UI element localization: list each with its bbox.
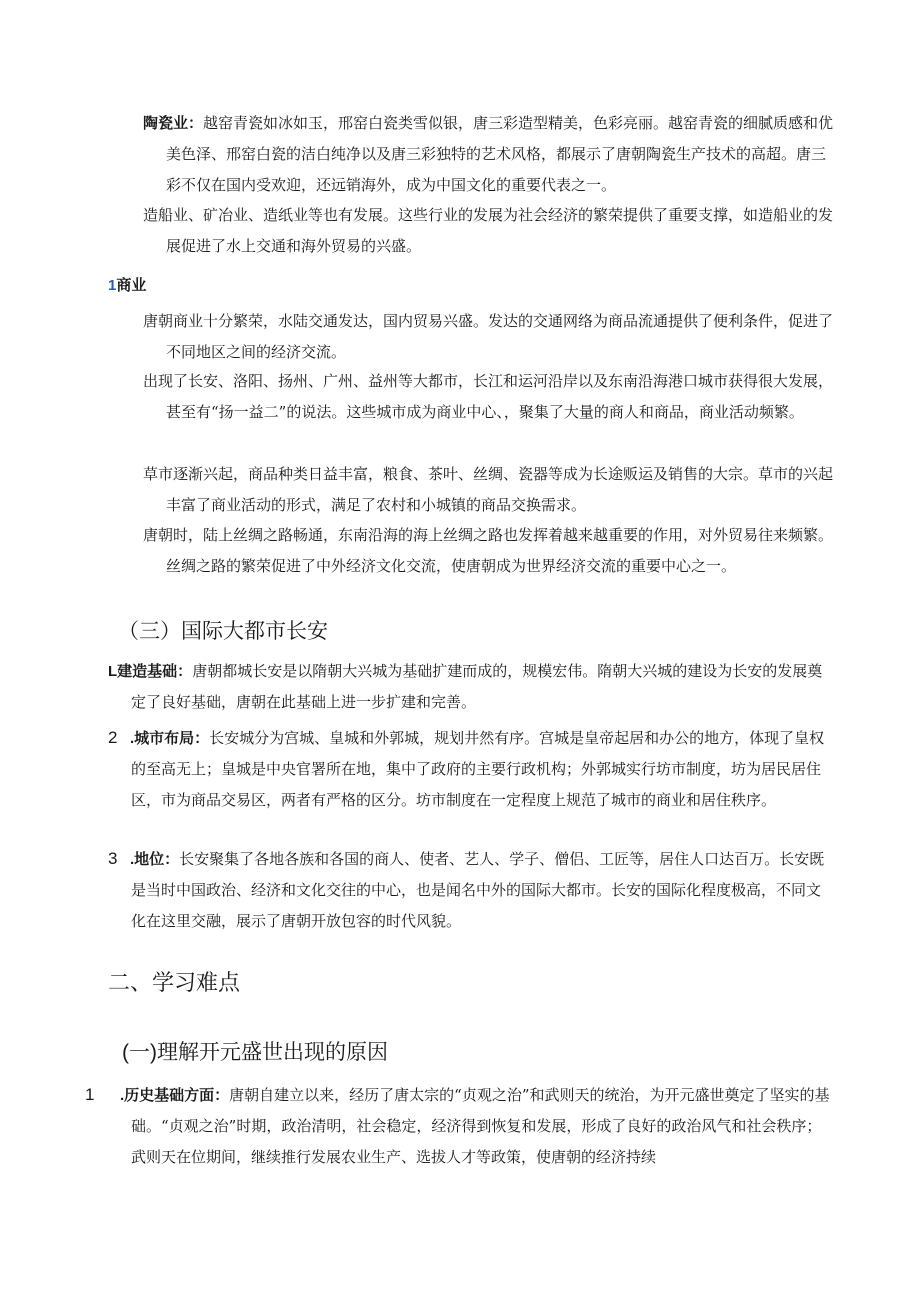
commerce-paragraph-1-text: 唐朝商业十分繁荣，水陆交通发达，国内贸易兴盛。发达的交通网络为商品流通提供了便利条件，促进了不同地区之间的经济交流。 xyxy=(143,312,834,361)
section3-item-2-text: 长安城分为宫城、皇城和外郭城，规划井然有序。宫城是皇帝起居和办公的地方，体现了皇权的至高无上；皇城是中央官署所在地，集中了政府的主要行政机构；外郭城实行坊市制度，坊为居民居住区，市为商品交易区，两者有严格的区分。坊市制度在一定程度上规范了城市的商业和居住秩序。 xyxy=(131,729,825,809)
commerce-paragraph-2 xyxy=(143,366,834,428)
commerce-paragraph-1 xyxy=(143,306,834,368)
commerce-paragraph-3 xyxy=(143,459,834,521)
section3-item-3-label: .地位： xyxy=(130,851,180,868)
other-industries-text: 造船业、矿冶业、造纸业等也有发展。这些行业的发展为社会经济的繁荣提供了重要支撑，如造船业的发展促进了水上交通和海外贸易的兴盛。 xyxy=(143,206,834,255)
subsection1-item-1-label: .历史基础方面： xyxy=(120,1087,230,1104)
commerce-heading-number: 1 xyxy=(108,277,117,294)
section3-item-2 xyxy=(108,722,831,816)
ceramics-text: 越窑青瓷如冰如玉，邢窑白瓷类雪似银，唐三彩造型精美，色彩亮丽。越窑青瓷的细腻质感和优美色泽、邢窑白瓷的洁白纯净以及唐三彩独特的艺术风格，都展示了唐朝陶瓷生产技术的高超。唐三彩不仅在国内受欢迎，还远销海外，成为中国文化的重要代表之一。 xyxy=(166,114,834,194)
commerce-heading-text: 商业 xyxy=(116,277,147,294)
section3-heading: （三）国际大都市长安 xyxy=(118,620,328,643)
section3-item-2-label: .城市布局： xyxy=(130,730,210,747)
section3-item-3-text: 长安聚集了各地各族和各国的商人、使者、艺人、学子、僧侣、工匠等，居住人口达百万。长安既是当时中国政治、经济和文化交往的中心，也是闻名中外的国际大都市。长安的国际化程度极高，不同文化在这里交融，展示了唐朝开放包容的时代风貌。 xyxy=(131,850,825,930)
subsection1-item-1-text: 唐朝自建立以来，经历了唐太宗的“贞观之治”和武则天的统治，为开元盛世奠定了坚实的基础。“贞观之治”时期，政治清明，社会稳定，经济得到恢复和发展，形成了良好的政治风气和社会秩序；武则天在位期间，继续推行发展农业生产、选拔人才等政策，使唐朝的经济持续 xyxy=(131,1086,830,1166)
commerce-paragraph-4 xyxy=(143,520,834,582)
section3-item-3 xyxy=(108,843,831,937)
commerce-paragraph-4-text: 唐朝时，陆上丝绸之路畅通，东南沿海的海上丝绸之路也发挥着越来越重要的作用，对外贸易往来频繁。丝绸之路的繁荣促进了中外经济文化交流，使唐朝成为世界经济交流的重要中心之一。 xyxy=(143,526,834,575)
section3-item-1-text: 唐朝都城长安是以隋朝大兴城为基础扩建而成的，规模宏伟。隋朝大兴城的建设为长安的发展奠定了良好基础，唐朝在此基础上进一步扩建和完善。 xyxy=(131,662,823,711)
ceramics-paragraph xyxy=(143,108,834,201)
section-two-heading: 二、学习难点 xyxy=(108,970,241,995)
ceramics-label: 陶瓷业： xyxy=(143,115,204,132)
commerce-paragraph-3-text: 草市逐渐兴起，商品种类日益丰富，粮食、茶叶、丝绸、瓷器等成为长途贩运及销售的大宗。草市的兴起丰富了商业活动的形式，满足了农村和小城镇的商品交换需求。 xyxy=(143,465,834,514)
commerce-paragraph-2-text: 出现了长安、洛阳、扬州、广州、益州等大都市，长江和运河沿岸以及东南沿海港口城市获得很大发展，甚至有“扬一益二”的说法。这些城市成为商业中心、，聚集了大量的商人和商品，商业活动频繁。 xyxy=(143,372,834,421)
subsection1-heading: (一)理解开元盛世出现的原因 xyxy=(122,1041,388,1064)
section3-item-1-num: L xyxy=(108,663,118,680)
subsection1-item-1 xyxy=(85,1079,831,1173)
other-industries-paragraph xyxy=(143,200,834,262)
section3-item-2-num: 2 xyxy=(108,728,118,747)
section3-item-1-label: 建造基础： xyxy=(117,663,193,680)
section3-item-1 xyxy=(108,656,831,718)
subsection1-item-1-num: 1 xyxy=(85,1085,95,1104)
section3-item-3-num: 3 xyxy=(108,849,118,868)
commerce-heading xyxy=(108,274,146,295)
